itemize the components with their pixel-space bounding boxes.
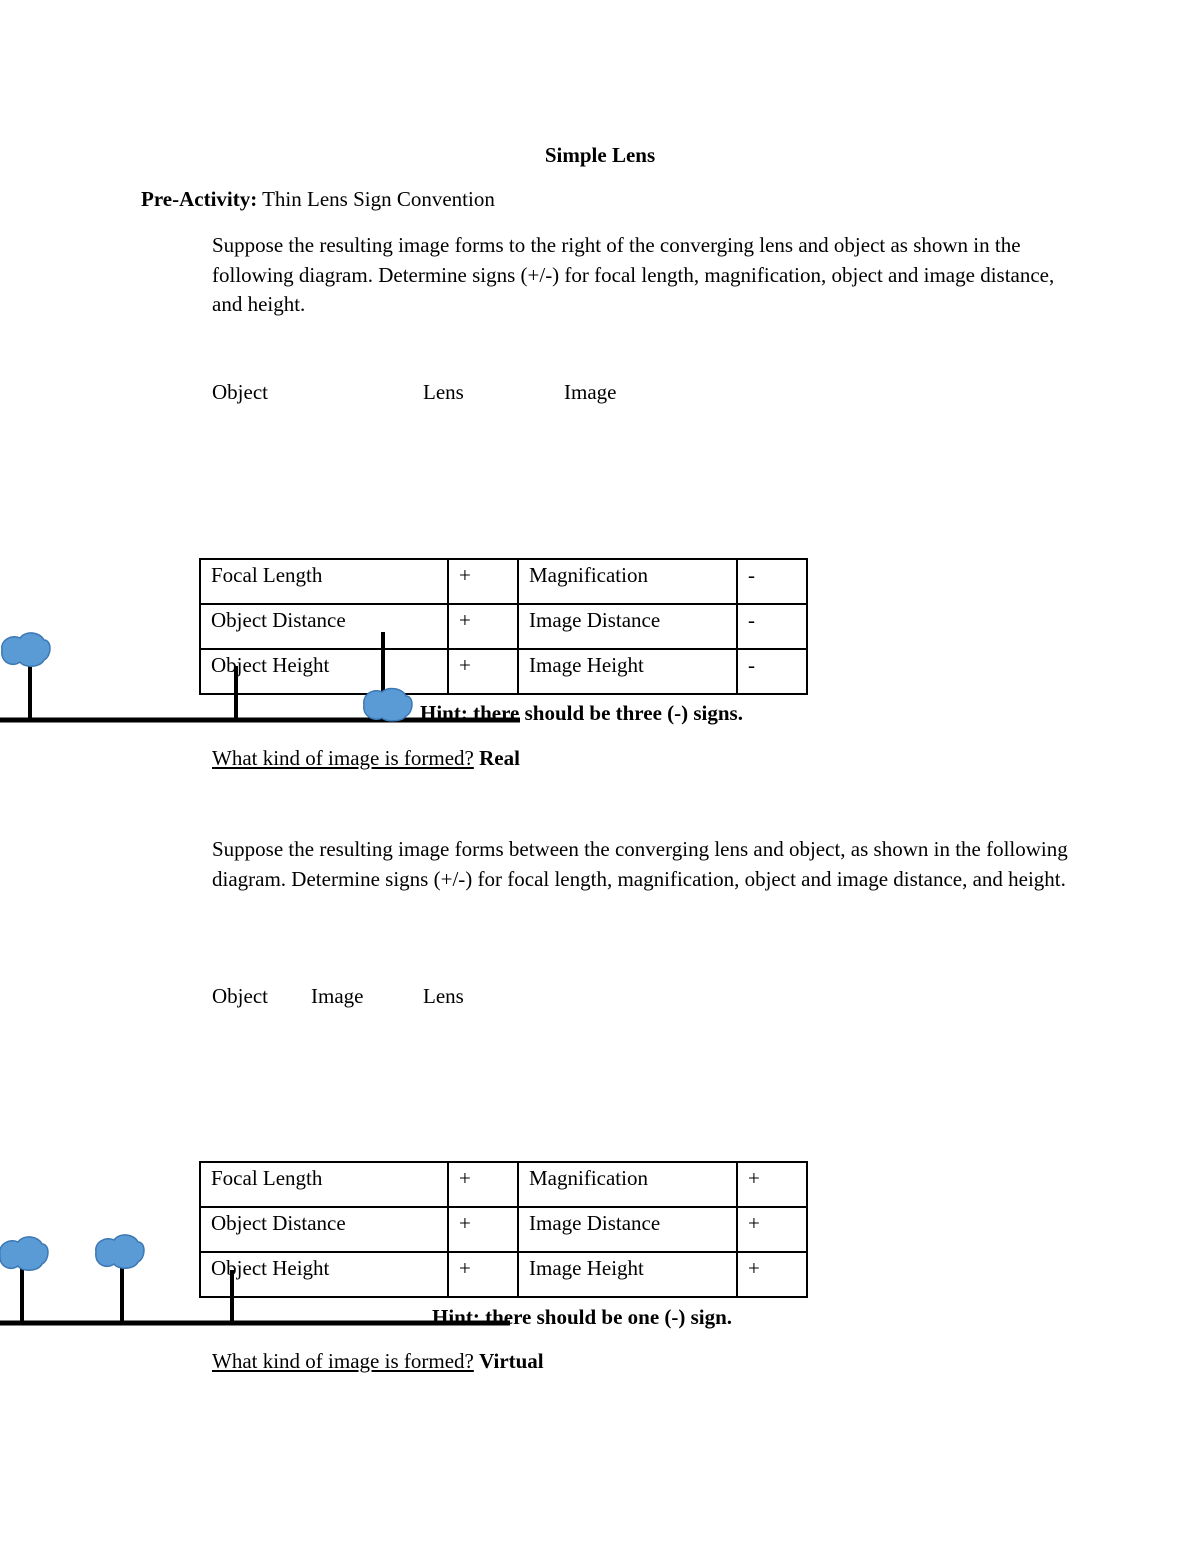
section1-hint: Hint: there should be three (-) signs. [420, 701, 743, 725]
focal-length-label: Focal Length [200, 1162, 448, 1207]
section2-sign-table [199, 1161, 808, 1298]
table-row [200, 1207, 807, 1252]
image-distance-sign: + [737, 1207, 807, 1252]
section2-question [212, 1349, 544, 1374]
image-height-label: Image Height [518, 649, 737, 694]
image-height-sign: - [737, 649, 807, 694]
object-height-sign: + [448, 649, 518, 694]
pre-activity-text: Thin Lens Sign Convention [262, 187, 495, 211]
object-height-sign: + [448, 1252, 518, 1297]
section2-image-label: Image [311, 984, 364, 1008]
focal-length-sign: + [448, 1162, 518, 1207]
section2-lens-label: Lens [423, 984, 464, 1008]
focal-length-sign: + [448, 559, 518, 604]
magnification-label: Magnification [518, 559, 737, 604]
section2-question-text: What kind of image is formed? [212, 1349, 474, 1373]
section1-answer: Real [479, 746, 520, 770]
section2-image-tree-icon [96, 1235, 144, 1323]
section1-object-tree-icon [2, 633, 50, 720]
image-distance-sign: - [737, 604, 807, 649]
section2-paragraph: Suppose the resulting image forms between the converging lens and object, as shown in the following diagram. Determine signs (+/-) for focal length, magnification, object and image distance, and height. [212, 837, 1068, 891]
section1-sign-table [199, 558, 808, 695]
section1-paragraph: Suppose the resulting image forms to the right of the converging lens and object as shown in the following diagram. Determine signs (+/-) for focal length, magnification, object and image distance, and height. [212, 233, 1055, 316]
section1-object-label: Object [212, 380, 268, 404]
section2-object-label: Object [212, 984, 268, 1008]
section1-question-text: What kind of image is formed? [212, 746, 474, 770]
pre-activity-label: Pre-Activity: [141, 187, 258, 211]
image-height-label: Image Height [518, 1252, 737, 1297]
table-row [200, 559, 807, 604]
section1-image-label: Image [564, 380, 617, 404]
object-height-label: Object Height [200, 649, 448, 694]
table-row [200, 1162, 807, 1207]
object-distance-label: Object Distance [200, 604, 448, 649]
section1-question [212, 746, 520, 771]
section2-object-tree-icon [0, 1237, 48, 1323]
object-distance-sign: + [448, 1207, 518, 1252]
image-height-sign: + [737, 1252, 807, 1297]
object-distance-sign: + [448, 604, 518, 649]
table-row [200, 649, 807, 694]
focal-length-label: Focal Length [200, 559, 448, 604]
magnification-label: Magnification [518, 1162, 737, 1207]
table-row [200, 1252, 807, 1297]
object-distance-label: Object Distance [200, 1207, 448, 1252]
image-distance-label: Image Distance [518, 1207, 737, 1252]
section2-hint: Hint: there should be one (-) sign. [432, 1305, 733, 1329]
image-distance-label: Image Distance [518, 604, 737, 649]
pre-activity-heading [141, 187, 495, 212]
magnification-sign: - [737, 559, 807, 604]
section2-answer: Virtual [479, 1349, 544, 1373]
magnification-sign: + [737, 1162, 807, 1207]
object-height-label: Object Height [200, 1252, 448, 1297]
page-title: Simple Lens [544, 143, 656, 167]
table-row [200, 604, 807, 649]
section1-lens-label: Lens [423, 380, 464, 404]
